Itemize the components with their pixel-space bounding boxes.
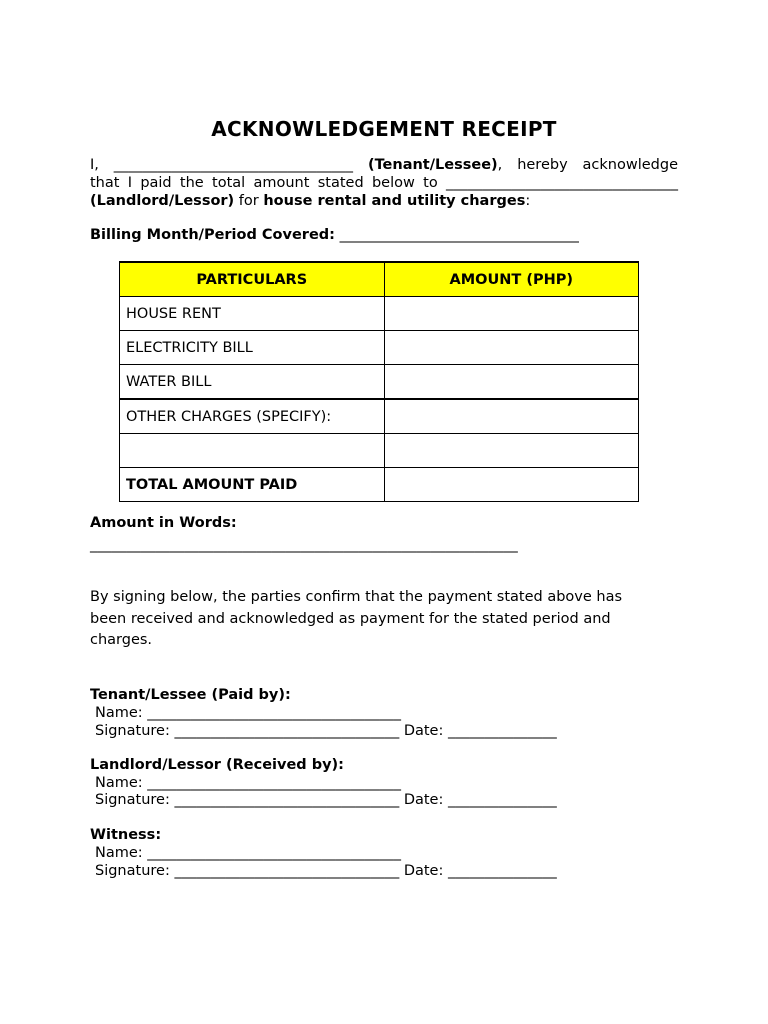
purpose-text: house rental and utility charges [263,193,526,209]
landlord-signature-line [95,792,557,808]
header-amount: AMOUNT (PHP) [384,262,638,297]
header-particulars: PARTICULARS [120,262,385,297]
tenant-name-line [95,705,401,721]
signature-label: Signature: [95,863,170,879]
landlord-role: (Landlord/Lessor) [90,193,235,209]
intro-line-3 [90,193,530,209]
table-row [120,365,639,400]
for-word: for [234,193,264,209]
row-particular: OTHER CHARGES (SPECIFY): [120,399,385,434]
witness-name-line [95,845,401,861]
total-amount[interactable] [384,468,638,502]
tenant-name-field[interactable]: ___________________________________ [147,705,402,721]
table-row [120,399,639,434]
name-label: Name: [95,845,143,861]
intro-prefix: I, [90,157,99,173]
tenant-date-field[interactable]: _______________ [447,723,557,739]
row-amount[interactable] [384,399,638,434]
tenant-name-blank[interactable]: _________________________________ [113,157,354,173]
witness-signature-field[interactable]: _______________________________ [174,863,400,879]
intro-line-1 [90,157,678,173]
witness-date-field[interactable]: _______________ [447,863,557,879]
landlord-name-line [95,775,401,791]
table-row [120,434,639,468]
date-label: Date: [403,723,444,739]
billing-period-blank[interactable]: _________________________________ [339,227,579,243]
billing-label: Billing Month/Period Covered: [90,227,335,243]
row-amount[interactable] [384,297,638,331]
intro-comma: , [497,157,503,173]
name-label: Name: [95,775,143,791]
amount-in-words-blank[interactable]: ___________________________________________________________ [90,537,518,553]
row-amount[interactable] [384,331,638,365]
intro-line2-text: that I paid the total amount stated below to [90,175,438,191]
billing-period [90,227,579,243]
date-label: Date: [403,863,444,879]
witness-signature-line [95,863,557,879]
name-label: Name: [95,705,143,721]
page-title: ACKNOWLEDGEMENT RECEIPT [211,117,557,141]
witness-name-field[interactable]: ___________________________________ [147,845,402,861]
confirmation-text: By signing below, the parties confirm that the payment stated above has been received and acknowledged as payment for the stated period and charges. [90,589,623,648]
table-row [120,297,639,331]
intro-colon: : [525,193,531,209]
tenant-signature-line [95,723,557,739]
total-row [120,468,639,502]
landlord-signature-heading: Landlord/Lessor (Received by): [90,757,344,773]
table-row [120,331,639,365]
signature-label: Signature: [95,723,170,739]
row-amount[interactable] [384,365,638,400]
amount-in-words-label: Amount in Words: [90,515,237,531]
intro-line-2 [90,175,678,191]
intro-line1-tail: hereby acknowledge [517,157,679,173]
date-label: Date: [403,792,444,808]
landlord-name-field[interactable]: ___________________________________ [147,775,402,791]
signature-label: Signature: [95,792,170,808]
row-amount[interactable] [384,434,638,468]
witness-signature-heading: Witness: [90,827,162,843]
row-particular: ELECTRICITY BILL [120,331,385,365]
row-particular: HOUSE RENT [120,297,385,331]
row-particular: WATER BILL [120,365,385,400]
tenant-role: (Tenant/Lessee) [367,157,498,173]
landlord-date-field[interactable]: _______________ [447,792,557,808]
landlord-signature-field[interactable]: _______________________________ [174,792,400,808]
total-label: TOTAL AMOUNT PAID [120,468,385,502]
row-particular-blank[interactable] [120,434,385,468]
landlord-name-blank[interactable]: ________________________________ [446,175,678,191]
tenant-signature-field[interactable]: _______________________________ [174,723,400,739]
tenant-signature-heading: Tenant/Lessee (Paid by): [90,687,291,703]
table-header-row [120,262,639,297]
particulars-table [119,261,639,502]
